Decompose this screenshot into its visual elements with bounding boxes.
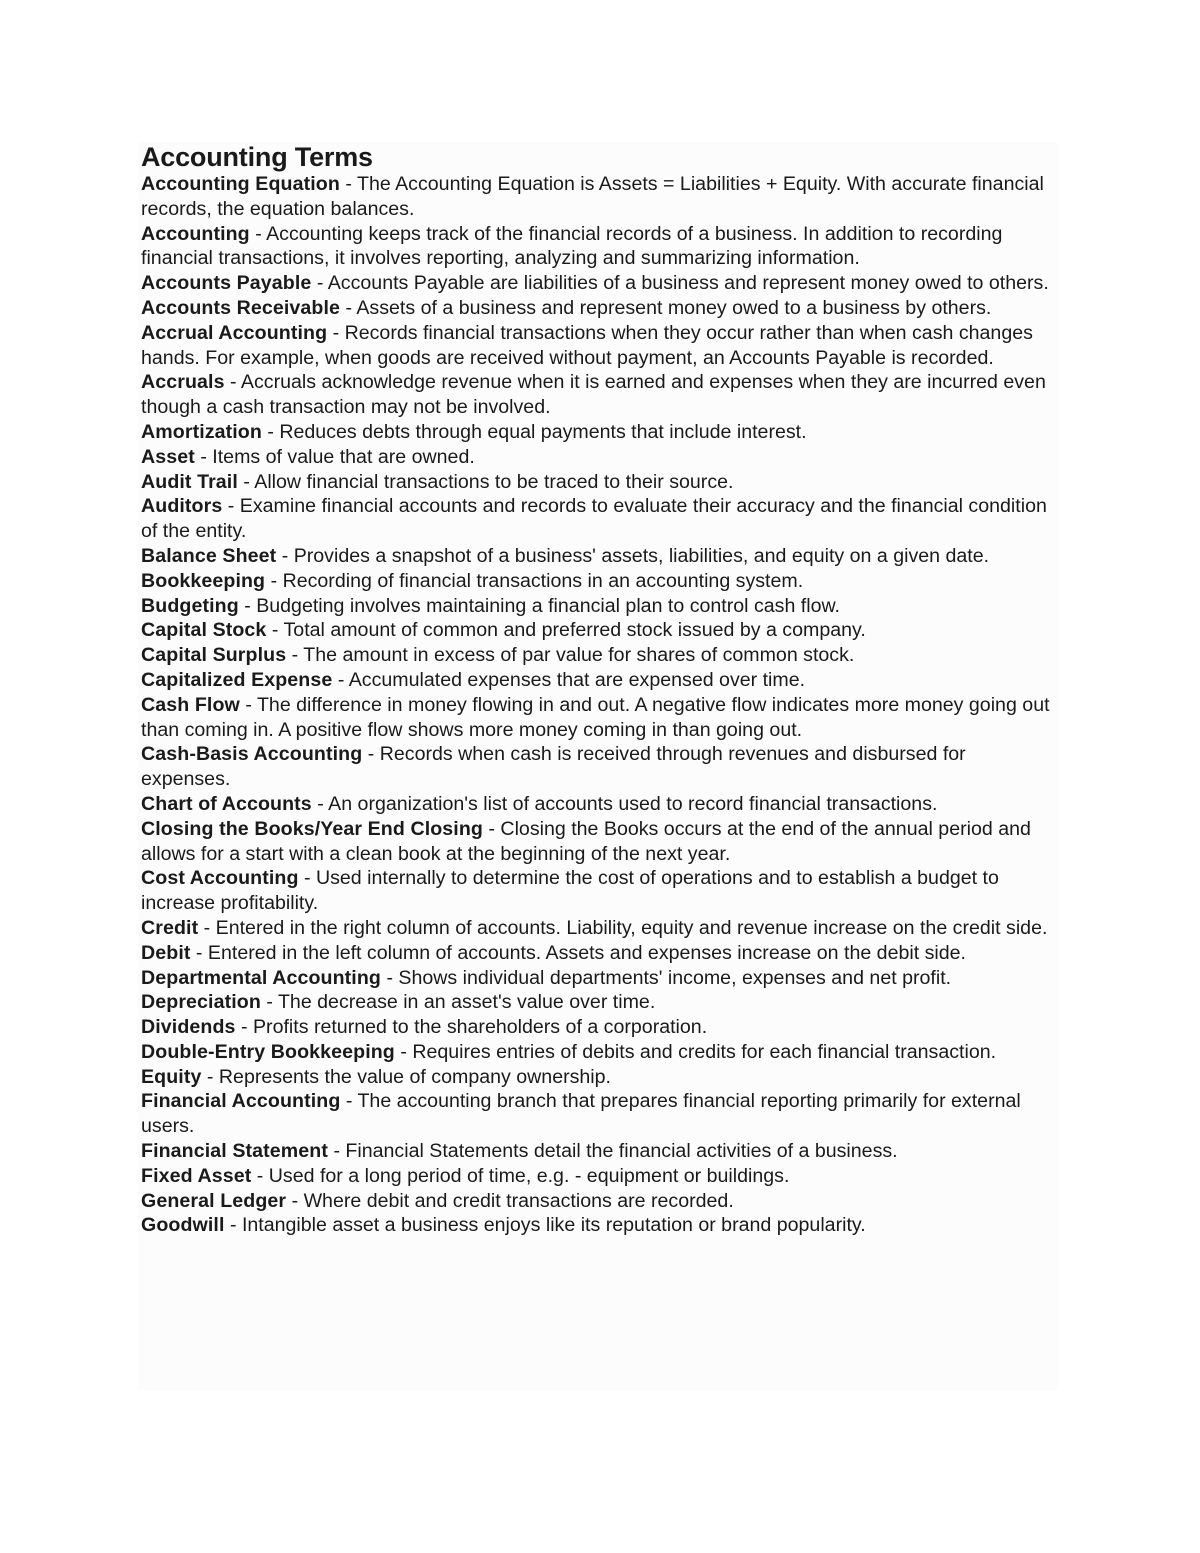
glossary-entry (141, 618, 1058, 643)
term-separator: - (237, 470, 255, 493)
term-separator: - (260, 991, 278, 1014)
glossary-entry (141, 445, 1058, 470)
glossary-definition: Examine financial accounts and records to evaluate their accuracy and the financial condition of the entity. (141, 495, 1047, 543)
glossary-entry (141, 494, 1058, 544)
term-separator: - (266, 619, 284, 642)
glossary-term: Credit (141, 916, 199, 939)
term-separator: - (311, 272, 328, 295)
glossary-entry (141, 172, 1058, 222)
glossary-definition: Requires entries of debits and credits for each financial transaction. (412, 1040, 997, 1063)
glossary-entry (141, 916, 1058, 941)
glossary-definition: Reduces debts through equal payments that include interest. (279, 420, 807, 443)
term-separator: - (201, 1065, 219, 1088)
glossary-definition: Financial Statements detail the financial activities of a business. (345, 1140, 898, 1163)
glossary-term: Financial Accounting (141, 1090, 341, 1113)
glossary-definition: Accounting keeps track of the financial records of a business. In addition to recording financial transactions, it involves reporting, analyzing and summarizing information. (141, 222, 1003, 270)
glossary-term: Accounting (141, 222, 250, 245)
glossary-term: Cash-Basis Accounting (141, 743, 363, 766)
term-separator: - (249, 222, 267, 245)
glossary-entry (141, 296, 1058, 321)
glossary-list (141, 172, 1058, 1238)
glossary-term: Double-Entry Bookkeeping (141, 1040, 395, 1063)
glossary-term: Asset (141, 445, 195, 468)
glossary-term: Capitalized Expense (141, 668, 333, 691)
glossary-entry (141, 1189, 1058, 1214)
term-separator: - (362, 743, 380, 766)
glossary-definition: Records when cash is received through revenues and disbursed for expenses. (141, 743, 966, 791)
glossary-definition: The Accounting Equation is Assets = Liabilities + Equity. With accurate financial records, the equation balances. (141, 173, 1044, 220)
term-separator: - (235, 1016, 253, 1039)
glossary-entry (141, 420, 1058, 445)
term-separator: - (224, 1214, 242, 1237)
glossary-term: Accounts Receivable (141, 296, 341, 319)
glossary-term: Capital Stock (141, 619, 267, 642)
glossary-term: Goodwill (141, 1214, 225, 1237)
glossary-definition: Intangible asset a business enjoys like its reputation or brand popularity. (241, 1214, 866, 1237)
term-separator: - (286, 1189, 304, 1212)
term-separator: - (311, 792, 329, 815)
glossary-entry (141, 643, 1058, 668)
term-separator: - (238, 594, 257, 617)
glossary-entry (141, 569, 1058, 594)
glossary-definition: Closing the Books occurs at the end of the annual period and allows for a start with a clean book at the beginning of the next year. (141, 817, 1031, 865)
glossary-definition: Total amount of common and preferred stock issued by a company. (283, 619, 866, 642)
glossary-definition: Allow financial transactions to be traced to their source. (254, 470, 734, 493)
glossary-entry (141, 817, 1058, 867)
glossary-definition: Accumulated expenses that are expensed over time. (348, 668, 806, 691)
term-separator: - (286, 644, 304, 667)
glossary-term: Fixed Asset (141, 1164, 252, 1187)
term-separator: - (224, 371, 241, 394)
term-separator: - (276, 544, 294, 567)
term-separator: - (298, 867, 316, 890)
glossary-term: Bookkeeping (141, 569, 266, 592)
glossary-entry (141, 866, 1058, 916)
glossary-definition: Assets of a business and represent money owed to a business by others. (356, 296, 992, 319)
term-separator: - (394, 1040, 413, 1063)
glossary-definition: Used internally to determine the cost of operations and to establish a budget to increase profitability. (141, 867, 999, 915)
glossary-term: Departmental Accounting (141, 966, 381, 989)
glossary-definition: The difference in money flowing in and out. A negative flow indicates more money going out than coming in. A positive flow shows more money coming in than going out. (141, 693, 1050, 741)
term-separator: - (265, 569, 283, 592)
glossary-definition: The decrease in an asset's value over time. (277, 991, 656, 1014)
glossary-entry (141, 370, 1058, 420)
term-separator: - (332, 668, 349, 691)
glossary-term: Depreciation (141, 991, 261, 1014)
glossary-entry (141, 544, 1058, 569)
glossary-term: Accrual Accounting (141, 321, 328, 344)
term-separator: - (261, 420, 280, 443)
glossary-entry (141, 1065, 1058, 1090)
glossary-entry (141, 1164, 1058, 1189)
glossary-definition: Represents the value of company ownership. (218, 1065, 612, 1088)
glossary-term: Audit Trail (141, 470, 238, 493)
glossary-term: Closing the Books/Year End Closing (141, 817, 483, 840)
glossary-definition: The accounting branch that prepares financial reporting primarily for external users. (141, 1090, 1021, 1138)
term-separator: - (327, 321, 345, 344)
glossary-definition: Recording of financial transactions in an accounting system. (282, 569, 804, 592)
glossary-entry (141, 271, 1058, 296)
glossary-definition: Used for a long period of time, e.g. - equipment or buildings. (268, 1164, 790, 1187)
glossary-entry (141, 668, 1058, 693)
glossary-term: Amortization (141, 420, 262, 443)
glossary-term: Cost Accounting (141, 867, 299, 890)
term-separator: - (340, 1090, 358, 1113)
term-separator: - (328, 1140, 346, 1163)
glossary-term: Cash Flow (141, 693, 240, 716)
term-separator: - (198, 916, 216, 939)
glossary-term: Chart of Accounts (141, 792, 312, 815)
glossary-definition: Entered in the left column of accounts. Assets and expenses increase on the debit side. (207, 941, 966, 964)
glossary-term: Accruals (141, 371, 225, 394)
glossary-definition: An organization's list of accounts used to record financial transactions. (328, 792, 938, 815)
glossary-entry (141, 470, 1058, 495)
glossary-entry (141, 742, 1058, 792)
glossary-definition: Shows individual departments' income, expenses and net profit. (398, 966, 952, 989)
glossary-term: Financial Statement (141, 1140, 328, 1163)
term-separator: - (239, 693, 257, 716)
glossary-entry (141, 594, 1058, 619)
term-separator: - (339, 173, 357, 195)
glossary-entry (141, 321, 1058, 371)
glossary-definition: Records financial transactions when they occur rather than when cash changes hands. For example, when goods are received without payment, an Accounts Payable is recorded. (141, 321, 1033, 369)
glossary-definition: Where debit and credit transactions are recorded. (303, 1189, 734, 1212)
glossary-definition: Provides a snapshot of a business' assets, liabilities, and equity on a given date. (293, 544, 990, 567)
glossary-definition: Profits returned to the shareholders of a corporation. (252, 1016, 708, 1039)
glossary-term: Capital Surplus (141, 644, 287, 667)
glossary-definition: Budgeting involves maintaining a financial plan to control cash flow. (256, 594, 841, 617)
glossary-entry (141, 693, 1058, 743)
glossary-entry (141, 966, 1058, 991)
glossary-term: General Ledger (141, 1189, 287, 1212)
glossary-term: Accounting Equation (141, 173, 340, 195)
glossary-entry (141, 792, 1058, 817)
term-separator: - (251, 1164, 269, 1187)
term-separator: - (381, 966, 399, 989)
term-separator: - (190, 941, 208, 964)
glossary-term: Balance Sheet (141, 544, 277, 567)
term-separator: - (340, 296, 357, 319)
glossary-definition: Accruals acknowledge revenue when it is earned and expenses when they are incurred even though a cash transaction may not be involved. (141, 371, 1046, 419)
glossary-entry (141, 1015, 1058, 1040)
term-separator: - (222, 495, 240, 518)
term-separator: - (194, 445, 213, 468)
glossary-entry (141, 990, 1058, 1015)
glossary-term: Dividends (141, 1016, 236, 1039)
glossary-definition: Items of value that are owned. (212, 445, 475, 468)
glossary-term: Debit (141, 941, 191, 964)
document-title: Accounting Terms (141, 142, 373, 172)
glossary-definition: Accounts Payable are liabilities of a business and represent money owed to others. (327, 272, 1049, 295)
glossary-term: Auditors (141, 495, 223, 518)
glossary-definition: Entered in the right column of accounts. Liability, equity and revenue increase on the credit side. (215, 916, 1048, 939)
glossary-term: Equity (141, 1065, 202, 1088)
glossary-entry (141, 222, 1058, 272)
term-separator: - (483, 817, 501, 840)
document-text-block (138, 142, 1058, 1390)
glossary-entry (141, 941, 1058, 966)
glossary-entry (141, 1213, 1058, 1238)
glossary-entry (141, 1089, 1058, 1139)
glossary-definition: The amount in excess of par value for shares of common stock. (303, 644, 855, 667)
glossary-term: Budgeting (141, 594, 239, 617)
glossary-term: Accounts Payable (141, 272, 312, 295)
glossary-entry (141, 1139, 1058, 1164)
glossary-entry (141, 1040, 1058, 1065)
